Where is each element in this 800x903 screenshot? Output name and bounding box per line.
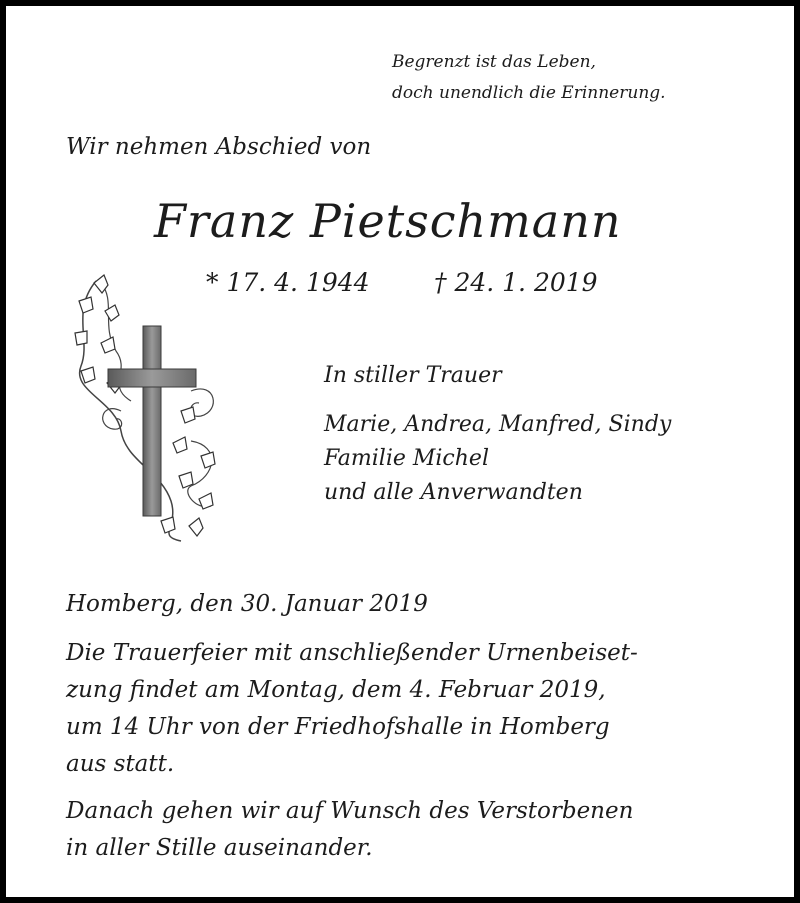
cross-with-ivy-icon [61, 271, 231, 546]
mourner-line: Familie Michel [324, 446, 489, 471]
intro-text: Wir nehmen Abschied von [66, 134, 372, 160]
deceased-name: Franz Pietschmann [154, 194, 622, 248]
birth-date: * 17. 4. 1944 [206, 268, 370, 297]
notice-line: um 14 Uhr von der Friedhofshalle in Homberg [66, 714, 610, 740]
mourner-line: und alle Anverwandten [324, 480, 583, 505]
notice-line: aus statt. [66, 751, 175, 777]
notice-line: zung findet am Montag, dem 4. Februar 2019, [66, 677, 606, 703]
closing-line: in aller Stille auseinander. [66, 835, 373, 861]
place-date: Homberg, den 30. Januar 2019 [66, 591, 428, 617]
motto-line-1: Begrenzt ist das Leben, [392, 52, 596, 72]
death-date: † 24. 1. 2019 [434, 268, 598, 297]
notice-line: Die Trauerfeier mit anschließender Urnenbeiset- [66, 640, 638, 666]
motto-line-2: doch unendlich die Erinnerung. [392, 83, 666, 103]
mourning-heading: In stiller Trauer [324, 363, 502, 388]
closing-line: Danach gehen wir auf Wunsch des Verstorbenen [66, 798, 634, 824]
mourner-line: Marie, Andrea, Manfred, Sindy [324, 412, 672, 437]
